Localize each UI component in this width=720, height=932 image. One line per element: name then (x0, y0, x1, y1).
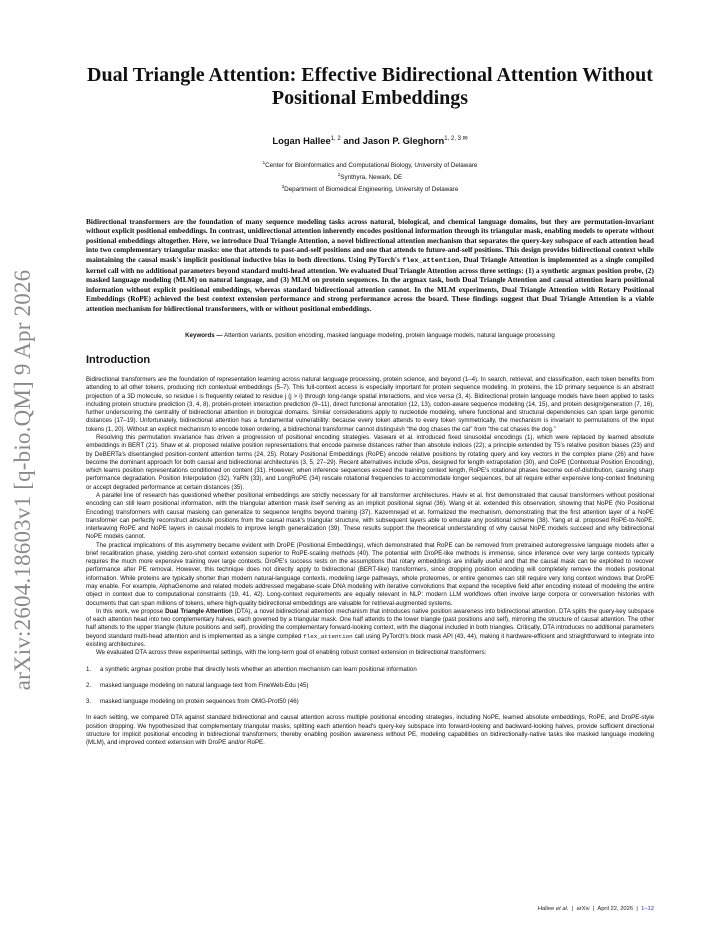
paragraph: The practical implications of this asymmetry became evident with DroPE (Positional Embeddings), which demonstrated that RoPE can be removed from pretrained autoregressive language models after a brief recalibration phase, yielding zero-shot context extension superior to RoPE-scaling methods (40). The potential with DroPE-like methods is immense, since inference over very large contexts typically requires the much more expensive training over large contexts. DroPE's success rests on the assumptions that rotary embeddings are initially useful and that the causal mask can be exploited to recover performance after PE removal. However, this technique does not directly apply to bidirectional (BERT-like) transformers, since dropping position encoding will completely remove the models positional information. While proteins are typically shorter than modern natural-language contexts, modeling large pathways, whole proteomes, or entire genomes can still require very long context windows that DroPE may enable. For example, AlphaGenome and related models addressed megabase-scale DNA modeling with iterative convolutions that expand the receptive field after encoding instead of modeling the entire object in context due to computational constraints (19, 41, 42). Long-context requirements are equally relevant in NLP: modern LLM workflows often involve large corpora or conversation histories with documents that can span millions of tokens, where high-quality bidirectional embeddings are valuable for retrieval-augmented systems. (86, 541, 654, 607)
affiliation: $^1$Center for Bioinformatics and Computational Biology, University of Delaware (262, 160, 478, 170)
paragraph: In this work, we propose Dual Triangle Attention (DTA), a novel bidirectional attention mechanism that introduces native position awareness into bidirectional attention. DTA splits the query-key subspace of each attention head into two complementary halves, each governed by a triangular mask. One half attends to the lower triangle (past positions and self), mirroring the structure of causal attention. The other half attends to the upper triangle (future positions and self), providing the complementary forward-looking context, with the diagonal included in both triangles. Critically, DTA introduces no additional parameters beyond standard multi-head attention and is implemented as a single compiled flex_attention call using PyTorch's block mask API (43, 44), making it hardware-efficient and straightforward to integrate into existing architectures. (86, 607, 655, 648)
evaluation-list (86, 666, 654, 707)
page-range-link[interactable]: 1–12 (641, 906, 654, 912)
paragraph: We evaluated DTA across three experimental settings, with the long-term goal of enabling robust context extension in bidirectional transformers: (96, 649, 487, 657)
paper-title: Dual Triangle Attention: Effective Bidirectional Attention Without Positional Embeddings (87, 64, 653, 109)
list-item: 1. a synthetic argmax position probe that directly tests whether an attention mechanism can learn positional information (86, 665, 417, 673)
paragraph: Resolving this permutation invariance has driven a progression of positional encoding strategies. Vaswani et al. introduced fixed sinusoidal encodings (1), which were replaced by learned absolute embeddings in BERT (21). Shaw et al. proposed relative position representations that encode pairwise distances rather than absolute indices (22), a principle extended by T5's relative position biases (23) and by DeBERTa's disentangled position-content attention terms (24, 25). Rotary Positional Embeddings (RoPE) encode relative positions by rotating query and key vectors in the complex plane (26) and have become the dominant approach for both causal and bidirectional architectures (3, 5, 27–29). Recent alternatives include xPos, designed for length extrapolation (30), and CoPE (Contextual Position Encoding), which learns position representations conditioned on content (31). However, when inference sequences exceed the training context length, RoPE's rotational phases become out-of-distribution, causing sharp performance degradation. Position Interpolation (32), YaRN (33), and LongRoPE (34) rescale rotational frequencies to accommodate longer sequences, but all require either expensive long-context finetuning or accept degraded performance at certain distances (35). (86, 433, 654, 491)
list-item: 3. masked language modeling on protein sequences from OMG-Prot50 (46) (86, 698, 299, 706)
list-item: 2. masked language modeling on natural language text from FineWeb-Edu (45) (86, 681, 309, 689)
author-line (86, 135, 654, 146)
author-affil-sup: 1, 2 (330, 136, 341, 142)
method-name: Dual Triangle Attention (165, 607, 233, 615)
keywords-label: Keywords — (185, 332, 223, 339)
arxiv-watermark (6, 0, 40, 932)
affiliations (86, 159, 654, 194)
code-token: flex_attention (402, 256, 460, 265)
paragraph: In each setting, we compared DTA against standard bidirectional and causal attention across multiple positional encoding strategies, including NoPE, learned absolute embeddings, RoPE, and DroPE-style position dropping. We hypothesized that complementary triangular masks, splitting each attention head's query-key subspace into forward-looking and backward-looking halves, provide sufficient directional structure for implicit positional encoding in bidirectional transformers; thereby enabling position awareness without PE, modeling capabilities on bidirectionally-native tasks like masked language modeling (MLM), and improved context extension with DroPE and/or RoPE. (86, 714, 654, 747)
section-heading: Introduction (86, 354, 151, 366)
author-affil-sup: 1, 2, 3 ✉ (444, 136, 468, 142)
author-name: Logan Hallee (272, 135, 331, 147)
affiliation: $^2$Synthyra, Newark, DE (337, 171, 403, 181)
affiliation: $^3$Department of Biomedical Engineering, University of Delaware (281, 183, 459, 193)
keywords (86, 332, 654, 339)
keywords-text: Attention variants, position encoding, masked language modeling, protein language models, natural language processing (223, 332, 555, 339)
author-name: Jason P. Gleghorn (362, 135, 445, 147)
body-text (86, 376, 654, 748)
abstract: Bidirectional transformers are the foundation of many sequence modeling tasks across natural, biological, and chemical language domains, but they are permutation-invariant without explicit positional embeddings. In contrast, unidirectional attention inherently encodes positional information through its triangular mask, enabling models to operate without positional embeddings altogether. Here, we introduce Dual Triangle Attention, a novel bidirectional attention mechanism that separates the query-key subspace of each attention head into two complementary triangular masks: one that attends to past-and-self positions and one that attends to future-and-self positions. This design provides bidirectional context while maintaining the causal mask's implicit positional inductive bias in both directions. Using PyTorch's flex_attention, Dual Triangle Attention is implemented as a single compiled kernel call with no additional parameters beyond standard multi-head attention. We evaluated Dual Triangle Attention across three settings: (1) a synthetic argmax position probe, (2) masked language modeling (MLM) on natural language, and (3) MLM on protein sequences. In the argmax task, both Dual Triangle Attention and causal attention learn positional information without explicit positional embeddings, whereas standard bidirectional attention cannot. In the MLM experiments, Dual Triangle Attention with Rotary Positional Embeddings (RoPE) achieved the best context extension performance and strong performance across the board. These findings suggest that Dual Triangle Attention is a viable attention mechanism for bidirectional transformers, with or without positional embeddings. (86, 217, 654, 313)
code-token: flex_attention (303, 632, 353, 640)
paragraph: A parallel line of research has questioned whether positional embeddings are strictly necessary for all transformer architectures. Haviv et al. first demonstrated that causal transformers without positional encoding can still learn positional information, with the triangular attention mask itself serving as an implicit positional signal (36). Wang et al. extended this observation, showing that NoPE (No Positional Encoding) transformers with causal masking can generalize to sequence lengths beyond training (37). Kazemnejad et al. formalized the mechanism, demonstrating that the first attention layer of a NoPE transformer can perfectly reconstruct absolute positions from the causal mask's triangular structure, with subsequent layers able to emulate any positional scheme (38). Yang et al. proposed RoPE-to-NoPE, interleaving RoPE and NoPE layers in causal models to improve length generalization (39). These results support the theoretical understanding of why causal NoPE models succeed and why bidirectional NoPE models cannot. (86, 491, 654, 541)
paragraph: Bidirectional transformers are the foundation of representation learning across natural language processing, protein science, and beyond (1–4). In search, retrieval, and classification, each token benefits from attending to all other tokens, producing rich contextual embeddings (5–7). This full-context access is especially important for protein sequence modeling. In proteins, the 1D primary sequence is an abstract projection of a 3D molecule, so residue i is frequently related to residue j (j > i) through long-range spatial interactions, and vice versa (3, 4). Bidirectional protein language models have been applied to tasks including protein structure prediction (3, 4, 8), protein-protein interaction prediction (9–11), direct functional annotation (12, 13), codon-aware sequence modeling (14, 15), and protein design/generation (7, 16), further underscoring the centrality of bidirectional attention in biological domains. Similar considerations apply to nucleotide modeling, where functional and structural dependencies can span large genomic distances (17–19). Unfortunately, bidirectional attention has a fundamental vulnerability: because every token attends to every token symmetrically, the mechanism is invariant to permutations of the input tokens (1, 20). Without an explicit mechanism to encode token ordering, a bidirectional transformer cannot distinguish “the dog chases the cat” from “the cat chases the dog.” (86, 376, 654, 433)
arxiv-identifier: arXiv:2604.18603v1 [q-bio.QM] 9 Apr 2026 (10, 269, 35, 691)
author-connector: and (343, 135, 361, 147)
page-footer: Hallee et al. | arXiv | April 22, 2026 | 1–12 (537, 906, 654, 912)
